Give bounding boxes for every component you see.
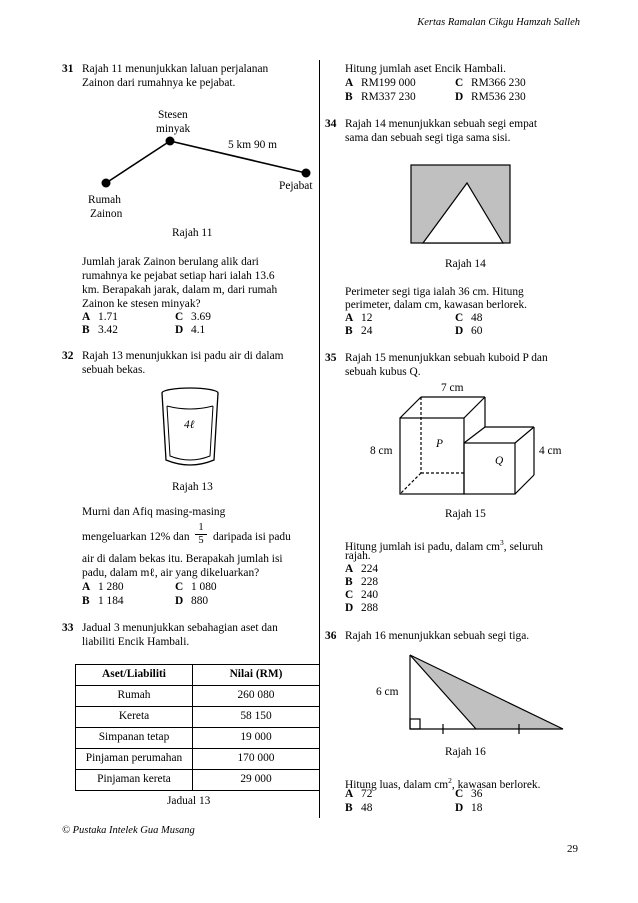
question-31-body-2: rumahnya ke pejabat setiap hari ialah 13.6 bbox=[82, 270, 275, 282]
option-32-b[interactable]: B 1 184 bbox=[82, 595, 124, 607]
option-36-d[interactable]: D 18 bbox=[455, 802, 483, 814]
label-4cm: 4 cm bbox=[539, 445, 562, 457]
option-32-a[interactable]: A 1 280 bbox=[82, 581, 124, 593]
question-31-body-3: km. Berapakah jarak, dalam m, dari rumah bbox=[82, 284, 278, 296]
option-35-d[interactable]: D 288 bbox=[345, 602, 379, 614]
label-rumah: Rumah bbox=[88, 194, 121, 206]
page-number: 29 bbox=[567, 843, 578, 855]
option-35-b[interactable]: B 228 bbox=[345, 576, 379, 588]
label-8cm: 8 cm bbox=[370, 445, 393, 457]
caption-rajah-14: Rajah 14 bbox=[445, 258, 486, 270]
question-31-line-2: Zainon dari rumahnya ke pejabat. bbox=[82, 77, 236, 89]
label-p: P bbox=[436, 438, 443, 450]
question-34-line-1: Rajah 14 menunjukkan sebuah segi empat bbox=[345, 118, 538, 130]
caption-rajah-11: Rajah 11 bbox=[172, 227, 213, 239]
question-33-number: 33 bbox=[62, 622, 74, 634]
question-31-body-1: Jumlah jarak Zainon berulang alik dari bbox=[82, 256, 259, 268]
question-32-line-2: sebuah bekas. bbox=[82, 364, 146, 376]
fraction-one-fifth: $\frac{1}{5}$ bbox=[195, 522, 207, 547]
caption-rajah-16: Rajah 16 bbox=[445, 746, 486, 758]
table-row: Simpanan tetap 19 000 bbox=[76, 728, 320, 749]
page-footer: © Pustaka Intelek Gua Musang bbox=[62, 825, 195, 836]
label-minyak: minyak bbox=[156, 123, 191, 135]
question-34-number: 34 bbox=[325, 118, 337, 130]
label-6cm: 6 cm bbox=[376, 686, 399, 698]
table-row: Pinjaman perumahan 170 000 bbox=[76, 749, 320, 770]
option-34-b[interactable]: B 24 bbox=[345, 325, 373, 337]
question-32-line-1: Rajah 13 menunjukkan isi padu air di dalam bbox=[82, 350, 284, 362]
question-32-body-2a: mengeluarkan 12% dan bbox=[82, 531, 190, 543]
label-distance: 5 km 90 m bbox=[228, 139, 278, 151]
question-36-line-1: Rajah 16 menunjukkan sebuah segi tiga. bbox=[345, 630, 530, 642]
label-pejabat: Pejabat bbox=[279, 180, 313, 192]
question-33-cont: Hitung jumlah aset Encik Hambali. bbox=[345, 63, 507, 75]
question-34-body-2: perimeter, dalam cm, kawasan berlorek. bbox=[345, 299, 528, 311]
question-36-number: 36 bbox=[325, 630, 337, 642]
option-32-d[interactable]: D 880 bbox=[175, 595, 209, 607]
option-36-a[interactable]: A 72 bbox=[345, 788, 373, 800]
option-31-a[interactable]: A 1.71 bbox=[82, 311, 118, 323]
question-31-body-4: Zainon ke stesen minyak? bbox=[82, 298, 201, 310]
question-32-body-2b: daripada isi padu bbox=[213, 531, 291, 543]
option-33-a[interactable]: A RM199 000 bbox=[345, 77, 416, 89]
option-33-b[interactable]: B RM337 230 bbox=[345, 91, 416, 103]
label-zainon: Zainon bbox=[90, 208, 123, 220]
question-35-number: 35 bbox=[325, 352, 337, 364]
option-33-d[interactable]: D RM536 230 bbox=[455, 91, 526, 103]
option-34-c[interactable]: C 48 bbox=[455, 312, 483, 324]
question-35-line-2: sebuah kubus Q. bbox=[345, 366, 421, 378]
page-header: Kertas Ramalan Cikgu Hamzah Salleh bbox=[417, 17, 580, 28]
question-31-line-1: Rajah 11 menunjukkan laluan perjalanan bbox=[82, 63, 269, 75]
question-36-body-1: Hitung luas, dalam $cm^2$, kawasan berlorek. bbox=[345, 776, 541, 791]
caption-rajah-15: Rajah 15 bbox=[445, 508, 486, 520]
question-35-body-1: Hitung jumlah isi padu, dalam $cm^3$, seluruh bbox=[345, 538, 543, 553]
table-header-value: Nilai (RM) bbox=[193, 665, 320, 686]
table-row: Rumah 260 080 bbox=[76, 686, 320, 707]
question-32-body-3: air di dalam bekas itu. Berapakah jumlah isi bbox=[82, 553, 283, 565]
option-33-c[interactable]: C RM366 230 bbox=[455, 77, 526, 89]
question-34-line-2: sama dan sebuah segi tiga sama sisi. bbox=[345, 132, 511, 144]
table-row: Pinjaman kereta 29 000 bbox=[76, 770, 320, 791]
caption-jadual-13: Jadual 13 bbox=[167, 795, 211, 807]
option-31-d[interactable]: D 4.1 bbox=[175, 324, 206, 336]
question-35-body-2: rajah. bbox=[345, 550, 371, 562]
option-31-b[interactable]: B 3.42 bbox=[82, 324, 118, 336]
question-32-number: 32 bbox=[62, 350, 74, 362]
question-32-body-1: Murni dan Afiq masing-masing bbox=[82, 506, 226, 518]
table-header-item: Aset/Liabiliti bbox=[76, 665, 193, 686]
question-32-body-4: padu, dalam mℓ, air yang dikeluarkan? bbox=[82, 567, 260, 579]
option-36-b[interactable]: B 48 bbox=[345, 802, 373, 814]
cup-label: 4ℓ bbox=[184, 419, 195, 431]
table-row: Kereta 58 150 bbox=[76, 707, 320, 728]
caption-rajah-13: Rajah 13 bbox=[172, 481, 213, 493]
question-35-line-1: Rajah 15 menunjukkan sebuah kuboid P dan bbox=[345, 352, 548, 364]
label-q: Q bbox=[495, 455, 504, 467]
option-34-d[interactable]: D 60 bbox=[455, 325, 483, 337]
label-7cm: 7 cm bbox=[441, 382, 464, 394]
question-34-body-1: Perimeter segi tiga ialah 36 cm. Hitung bbox=[345, 286, 524, 298]
question-33-line-2: liabiliti Encik Hambali. bbox=[82, 636, 190, 648]
question-31-number: 31 bbox=[62, 63, 74, 75]
question-33-line-1: Jadual 3 menunjukkan sebahagian aset dan bbox=[82, 622, 278, 634]
option-31-c[interactable]: C 3.69 bbox=[175, 311, 211, 323]
option-36-c[interactable]: C 36 bbox=[455, 788, 483, 800]
option-35-c[interactable]: C 240 bbox=[345, 589, 379, 601]
option-35-a[interactable]: A 224 bbox=[345, 563, 379, 575]
label-stesen: Stesen bbox=[158, 109, 188, 121]
option-32-c[interactable]: C 1 080 bbox=[175, 581, 217, 593]
option-34-a[interactable]: A 12 bbox=[345, 312, 373, 324]
